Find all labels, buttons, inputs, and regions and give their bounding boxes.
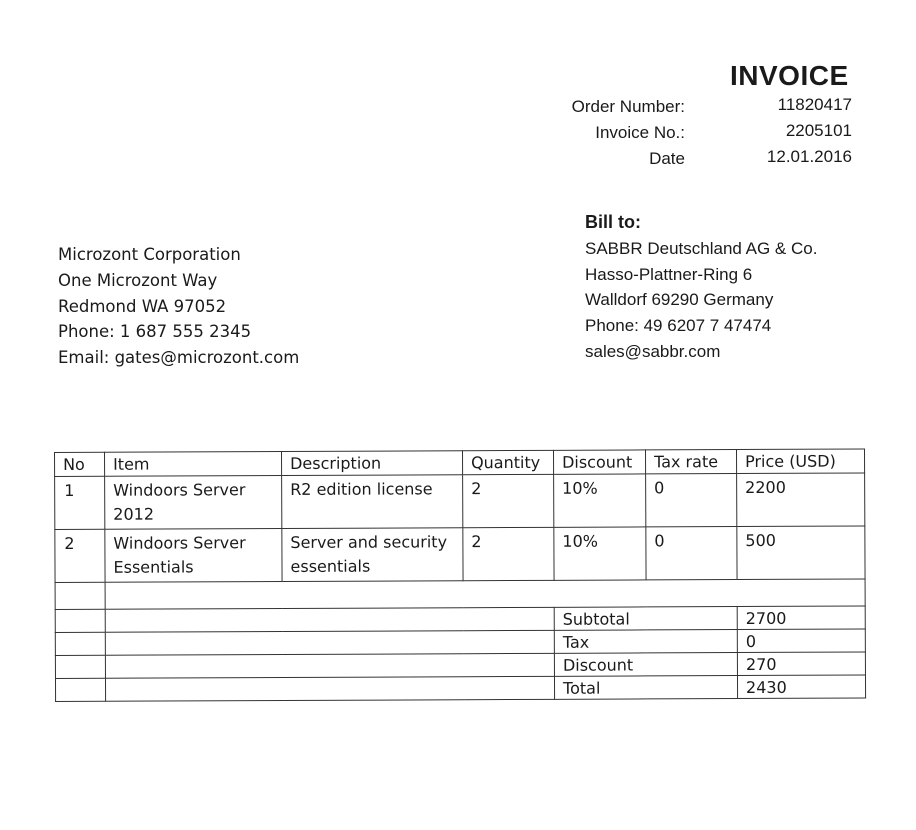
table-row <box>55 526 865 583</box>
row-item-line: Windoors Server <box>113 533 246 553</box>
summary-value: 270 <box>737 652 865 676</box>
summary-empty <box>105 653 554 678</box>
summary-label: Tax <box>554 630 737 654</box>
order-number-label: Order Number: <box>571 97 685 116</box>
table-header-row <box>55 449 865 477</box>
order-number-value: 11820417 <box>777 95 852 114</box>
blank-cell <box>55 582 105 609</box>
header-discount: Discount <box>553 450 645 474</box>
invoice-number-label: Invoice No.: <box>595 123 685 142</box>
date-label: Date <box>649 149 685 168</box>
row-description-line: Server and security <box>290 532 448 552</box>
seller-email: Email: gates@microzont.com <box>58 348 300 368</box>
header-price: Price (USD) <box>736 449 864 474</box>
blank-cell-wide <box>105 579 865 609</box>
bill-to-heading: Bill to: <box>585 212 641 232</box>
row-price: 500 <box>737 526 865 580</box>
summary-value: 2700 <box>737 606 865 630</box>
summary-label: Total <box>554 676 737 700</box>
row-tax-rate: 0 <box>646 527 737 580</box>
summary-empty-no <box>55 655 105 678</box>
invoice-title: INVOICE <box>730 60 849 91</box>
row-no: 1 <box>55 476 105 529</box>
bill-to-company: SABBR Deutschland AG & Co. <box>585 238 818 258</box>
bill-to-street: Hasso-Plattner-Ring 6 <box>585 264 753 284</box>
row-quantity: 2 <box>463 474 554 527</box>
header-description: Description <box>282 451 463 476</box>
header-quantity: Quantity <box>462 450 553 474</box>
summary-value: 2430 <box>737 675 865 699</box>
summary-empty <box>105 630 554 655</box>
summary-empty <box>105 607 554 632</box>
invoice-number-value: 2205101 <box>785 121 852 140</box>
summary-value: 0 <box>737 629 865 653</box>
row-item <box>105 529 282 583</box>
row-tax-rate: 0 <box>646 474 737 527</box>
summary-row <box>55 675 865 702</box>
seller-address <box>58 242 299 371</box>
summary-empty-no <box>55 678 105 701</box>
bill-to-email: sales@sabbr.com <box>585 341 721 361</box>
row-no: 2 <box>55 529 105 582</box>
table-row <box>55 473 865 530</box>
seller-phone: Phone: 1 687 555 2345 <box>58 322 252 342</box>
row-description <box>282 475 463 529</box>
invoice-table <box>54 448 866 702</box>
row-description-line: essentials <box>290 556 371 576</box>
row-description <box>282 528 463 582</box>
seller-street: One Microzont Way <box>58 270 218 290</box>
table-blank-row <box>55 579 865 610</box>
header-item: Item <box>105 452 282 477</box>
summary-empty <box>105 676 554 701</box>
bill-to-city: Walldorf 69290 Germany <box>585 290 774 310</box>
row-item-line: Windoors Server <box>113 480 246 500</box>
summary-empty-no <box>55 632 105 655</box>
summary-label: Subtotal <box>554 607 737 631</box>
row-item-line: Essentials <box>113 557 194 577</box>
row-price: 2200 <box>737 473 865 527</box>
row-quantity: 2 <box>463 527 554 580</box>
summary-label: Discount <box>554 653 737 677</box>
row-discount: 10% <box>554 474 646 527</box>
seller-city: Redmond WA 97052 <box>58 296 227 316</box>
row-item-line: 2012 <box>113 504 155 524</box>
bill-to-block <box>585 210 817 365</box>
date-value: 12.01.2016 <box>766 147 852 166</box>
row-item <box>105 476 282 530</box>
header-tax-rate: Tax rate <box>645 450 736 474</box>
bill-to-phone: Phone: 49 6207 7 47474 <box>585 316 772 336</box>
summary-empty-no <box>55 609 105 632</box>
seller-company: Microzont Corporation <box>58 245 241 264</box>
row-description-line: R2 edition license <box>290 479 433 499</box>
row-discount: 10% <box>554 527 646 580</box>
header-no: No <box>55 452 105 476</box>
